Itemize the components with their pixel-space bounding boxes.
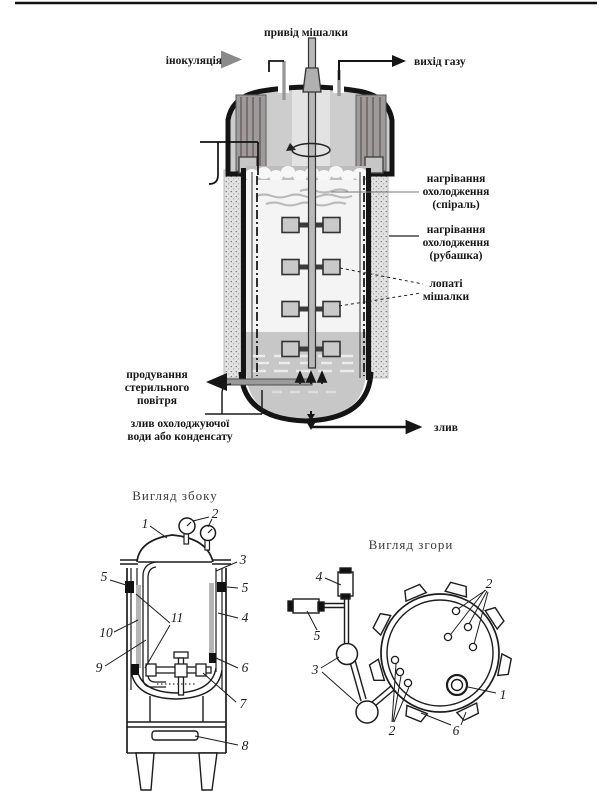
tv-lid-outer bbox=[381, 594, 499, 712]
inoculation-elbow bbox=[269, 61, 284, 72]
svg-text:води або конденсату: води або конденсату bbox=[127, 431, 233, 443]
sv-n1: 1 bbox=[141, 516, 149, 531]
label-air bbox=[125, 369, 190, 407]
insulation-left bbox=[224, 170, 241, 378]
svg-text:нагрівання: нагрівання bbox=[426, 173, 486, 185]
sv-sensor-left-bottom bbox=[131, 664, 139, 675]
label-drive: привід мішалки bbox=[263, 27, 349, 39]
side-view-title: Вигляд збоку bbox=[132, 488, 218, 503]
sv-n9: 9 bbox=[95, 660, 103, 675]
label-drain: злив bbox=[434, 422, 458, 434]
label-cooling-drain bbox=[127, 418, 232, 443]
sv-sensor-right-bottom bbox=[209, 653, 216, 663]
sv-n7: 7 bbox=[239, 696, 247, 711]
svg-text:продування: продування bbox=[126, 369, 188, 381]
svg-text:охолодження: охолодження bbox=[422, 237, 490, 249]
sv-n4: 4 bbox=[241, 610, 249, 625]
label-blades bbox=[423, 278, 470, 303]
svg-text:мішалки: мішалки bbox=[422, 291, 470, 303]
svg-text:(рубашка): (рубашка) bbox=[429, 250, 483, 262]
label-heating-spiral bbox=[423, 173, 490, 211]
sv-n2: 2 bbox=[211, 506, 219, 521]
tv-n6: 6 bbox=[452, 723, 460, 738]
sv-sensor-left-top bbox=[125, 581, 134, 593]
top-view-diagram bbox=[288, 537, 512, 738]
tv-n1: 1 bbox=[499, 687, 507, 702]
label-gas-outlet: вихід газу bbox=[414, 56, 466, 68]
foam-band bbox=[245, 166, 367, 188]
sv-n8: 8 bbox=[241, 738, 249, 753]
label-inoculation: інокуляція bbox=[165, 55, 222, 67]
sv-sensor-right-top bbox=[217, 582, 226, 592]
shaft-gland bbox=[303, 68, 321, 92]
svg-text:(спіраль): (спіраль) bbox=[432, 199, 480, 211]
top-view-title: Вигляд згори bbox=[368, 537, 454, 552]
tv-manhole-outer bbox=[447, 675, 467, 695]
svg-text:повітря: повітря bbox=[137, 395, 177, 407]
svg-text:лопаті: лопаті bbox=[429, 278, 463, 290]
insulation-right bbox=[371, 170, 388, 378]
sv-stand bbox=[127, 696, 226, 790]
label-heating-jacket bbox=[423, 224, 490, 262]
air-pipe bbox=[218, 379, 312, 385]
tv-n5: 5 bbox=[313, 628, 321, 643]
sv-n5-left: 5 bbox=[100, 569, 108, 584]
tv-n4: 4 bbox=[315, 569, 323, 584]
sv-dome bbox=[137, 535, 213, 562]
tv-n3: 3 bbox=[311, 662, 319, 677]
tv-n2-lower: 2 bbox=[388, 723, 396, 738]
gas-outlet-line bbox=[339, 61, 398, 80]
svg-text:охолодження: охолодження bbox=[422, 186, 490, 198]
fermenter-diagram bbox=[125, 27, 490, 443]
svg-text:стерильного: стерильного bbox=[124, 382, 190, 394]
liquid bbox=[246, 332, 366, 419]
side-view-diagram bbox=[96, 488, 249, 790]
svg-text:нагрівання: нагрівання bbox=[426, 224, 486, 236]
sv-n10: 10 bbox=[99, 625, 113, 640]
sv-n5-right: 5 bbox=[241, 580, 249, 595]
sv-jacket-strip-right bbox=[209, 583, 214, 658]
tv-swing-arm bbox=[288, 568, 394, 723]
sv-n11: 11 bbox=[170, 610, 184, 625]
svg-text:злив охолоджуючої: злив охолоджуючої bbox=[130, 418, 230, 430]
tv-n2-upper: 2 bbox=[485, 576, 493, 591]
sv-n3: 3 bbox=[239, 552, 247, 567]
sv-n6: 6 bbox=[241, 660, 249, 675]
